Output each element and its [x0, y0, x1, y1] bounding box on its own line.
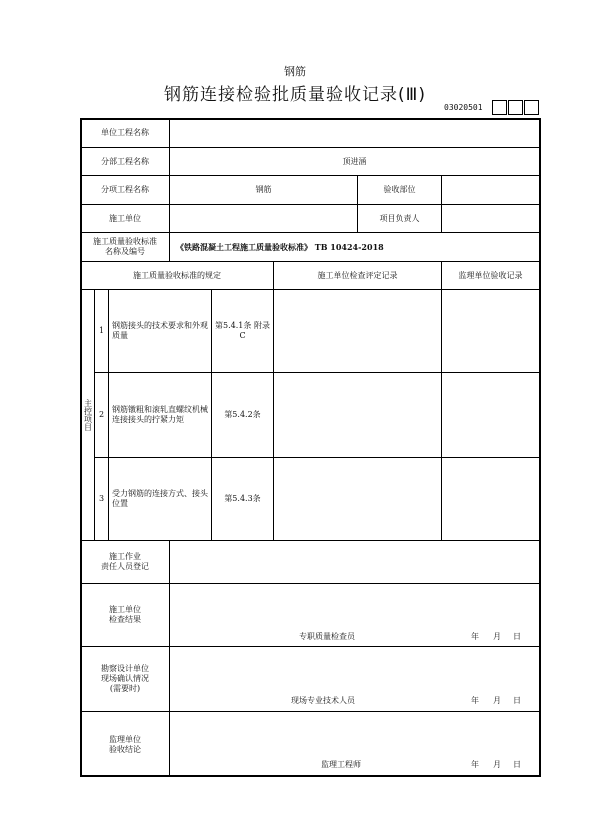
builder-month: 月 [493, 632, 501, 641]
item-2-no: 2 [98, 410, 105, 419]
personnel-label-line1: 施工作业 [109, 552, 141, 561]
builder-label-line1: 施工单位 [109, 605, 141, 614]
supervisor-signer: 监理工程师 [321, 760, 361, 769]
item-3-no: 3 [98, 494, 105, 503]
builder-result-value[interactable] [170, 584, 539, 628]
col-header-spec: 施工质量验收标准的规定 [133, 270, 221, 280]
standard-label [81, 233, 169, 261]
item-1-desc: 钢筋接头的技术要求和外观质量 [112, 321, 208, 340]
builder-year: 年 [471, 632, 479, 641]
design-label-line2: 现场确认情况 [101, 674, 149, 683]
design-label-line3: (需要时) [109, 684, 141, 693]
construction-unit-value[interactable] [170, 205, 357, 232]
supervisor-label-line1: 监理单位 [109, 735, 141, 744]
form-title: 钢筋连接检验批质量验收记录(Ⅲ) [164, 85, 426, 105]
design-confirm-label [81, 647, 169, 711]
project-manager-value[interactable] [442, 205, 539, 232]
col-header-self-check: 施工单位检查评定记录 [317, 270, 398, 280]
builder-signer: 专职质量检查员 [299, 632, 355, 641]
design-confirm-value[interactable] [170, 647, 539, 691]
item-1-self-check[interactable] [274, 290, 441, 372]
standard-label-line2: 名称及编号 [105, 247, 145, 256]
code-box-3[interactable] [524, 100, 539, 115]
unit-project-label: 单位工程名称 [101, 128, 149, 137]
personnel-value[interactable] [170, 541, 539, 583]
acceptance-part-value[interactable] [442, 176, 539, 204]
standard-label-line1: 施工质量验收标准 [93, 237, 157, 246]
item-1-supervision[interactable] [442, 290, 539, 372]
item-3-desc: 受力钢筋的连接方式、接头位置 [112, 489, 208, 508]
item-2-desc: 钢筋镦粗和滚轧直螺纹机械连接接头的拧紧力矩 [112, 405, 208, 424]
project-manager-label: 项目负责人 [379, 213, 420, 223]
design-day: 日 [513, 696, 521, 705]
supervisor-year: 年 [471, 760, 479, 769]
supervisor-day: 日 [513, 760, 521, 769]
division-value[interactable]: 顶进涵 [342, 156, 367, 166]
construction-unit-label: 施工单位 [109, 213, 141, 223]
design-year: 年 [471, 696, 479, 705]
supervisor-label [81, 712, 169, 775]
unit-project-value[interactable] [170, 119, 539, 147]
division-label: 分部工程名称 [101, 156, 149, 166]
item-2-clause: 第5.4.2条 [224, 410, 261, 419]
item-1-clause: 第5.4.1条 附录C [215, 321, 270, 340]
item-3-supervision[interactable] [442, 458, 539, 540]
standard-value: 《铁路混凝土工程施工质量验收标准》 TB 10424-2018 [176, 242, 384, 252]
builder-label-line2: 检查结果 [109, 615, 141, 624]
code-box-1[interactable] [492, 100, 507, 115]
personnel-label-line2: 责任人员登记 [101, 562, 149, 571]
supervisor-value[interactable] [170, 712, 539, 756]
design-signer: 现场专业技术人员 [291, 696, 355, 705]
acceptance-part-label: 验收部位 [383, 185, 416, 194]
code-box-2[interactable] [508, 100, 523, 115]
item-1-no: 1 [98, 326, 105, 335]
item-3-clause: 第5.4.3条 [224, 494, 261, 503]
item-2-self-check[interactable] [274, 373, 441, 457]
supervisor-label-line2: 验收结论 [109, 745, 141, 754]
form-category: 钢筋 [284, 65, 306, 78]
subdivision-value[interactable]: 钢筋 [255, 185, 272, 194]
item-2-supervision[interactable] [442, 373, 539, 457]
subdivision-label: 分项工程名称 [101, 185, 149, 194]
design-month: 月 [493, 696, 501, 705]
col-header-supervision: 监理单位验收记录 [458, 270, 523, 280]
item-3-self-check[interactable] [274, 458, 441, 540]
design-label-line1: 勘察设计单位 [101, 664, 149, 673]
builder-result-label [81, 584, 169, 646]
personnel-label [81, 541, 169, 583]
main-items-group-label: 主控项目 [83, 399, 93, 431]
form-code: 03020501 [444, 103, 483, 112]
builder-day: 日 [513, 632, 521, 641]
supervisor-month: 月 [493, 760, 501, 769]
